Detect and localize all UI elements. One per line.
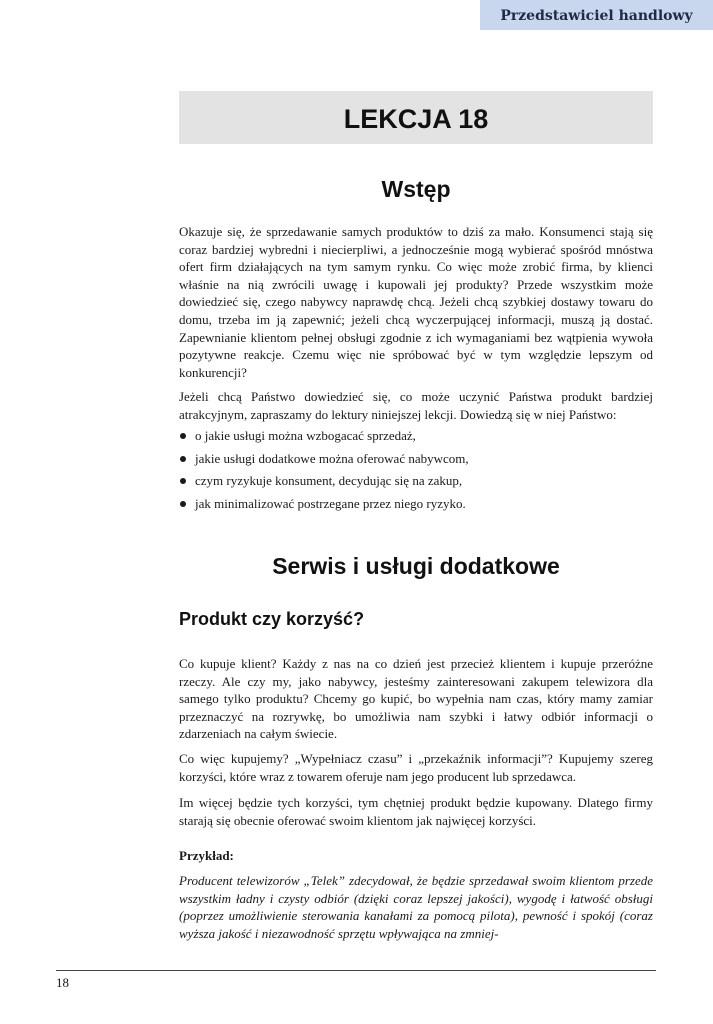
bullet-icon	[180, 456, 186, 462]
list-item: czym ryzykuje konsument, decydując się na zakup,	[179, 472, 653, 495]
lesson-title: LEKCJA 18	[343, 104, 489, 134]
list-item: jak minimalizować postrzegane przez niego ryzyko.	[179, 495, 653, 518]
page-number: 18	[56, 975, 69, 990]
section-heading: Serwis i usługi dodatkowe	[272, 553, 560, 579]
intro-paragraph-1: Okazuje się, że sprzedawanie samych produktów to dziś za mało. Konsumenci stają się coraz bardziej wybredni i niecierpliwi, a jednocześnie mogą wybierać spośród mnóstwa ofert firm działających na tym samym rynku. Co więc może zrobić firma, by klienci właśnie na nią zwrócili uwagę i kupowali jej produkty? Przede wszystkim może dowiedzieć się, czego nabywcy naprawdę chcą. Jeżeli chcą szybkiej dostawy towaru do domu, trzeba im ją zapewnić; jeżeli chcą wyczerpującej informacji, muszą ją dostać. Zapewnianie klientom pełnej obsługi zgodnie z ich wymaganiami bez wątpienia wywoła pozytywne reakcje. Czemu więc nie spróbować być w tym względzie lepszym od konkurencji?	[179, 224, 653, 380]
intro-bullet-list	[179, 427, 653, 517]
intro-paragraph-2: Jeżeli chcą Państwo dowiedzieć się, co może uczynić Państwa produkt bardziej atrakcyjnym, zapraszamy do lektury niniejszej lekcji. Dowiedzą się w niej Państwo:	[179, 389, 653, 422]
list-item: jakie usługi dodatkowe można oferować nabywcom,	[179, 450, 653, 473]
section-paragraph-3: Im więcej będzie tych korzyści, tym chętniej produkt będzie kupowany. Dlatego firmy starają się obecnie oferować swoim klientom jak najwięcej korzyści.	[179, 795, 653, 828]
bullet-icon	[180, 433, 186, 439]
bullet-icon	[180, 478, 186, 484]
list-item: o jakie usługi można wzbogacać sprzedaż,	[179, 427, 653, 450]
example-label: Przykład:	[179, 848, 234, 863]
bullet-icon	[180, 501, 186, 507]
section-paragraph-2: Co więc kupujemy? „Wypełniacz czasu” i „przekaźnik informacji”? Kupujemy szereg korzyści, które wraz z towarem oferuje nam jego producent lub sprzedawca.	[179, 751, 653, 784]
example-text: Producent telewizorów „Telek” zdecydował, że będzie sprzedawał swoim klientom przede wszystkim ładny i czysty odbiór (dzięki coraz lepszej jakości), wygodę i łatwość obsługi (poprzez umożliwienie sterowania kanałami za pomocą pilota), pewność i spokój (coraz wyższa jakość i niezawodność sprzętu wpływająca na zmniej-	[179, 873, 653, 941]
footer-divider	[56, 970, 656, 971]
intro-heading: Wstęp	[381, 176, 451, 202]
header-section-tab: Przedstawiciel handlowy	[480, 0, 713, 30]
section-paragraph-1: Co kupuje klient? Każdy z nas na co dzień jest przecież klientem i kupuje przeróżne rzeczy. Ale czy my, jako nabywcy, jesteśmy zainteresowani zakupem telewizora dla samego tylko produktu? Chcemy go kupić, bo wypełnia nam czas, który mamy zamiar przeznaczyć na rozrywkę, bo umożliwia nam szybki i łatwy odbiór informacji o zdarzeniach na całym świecie.	[179, 656, 653, 742]
section-subheading: Produkt czy korzyść?	[179, 609, 365, 629]
